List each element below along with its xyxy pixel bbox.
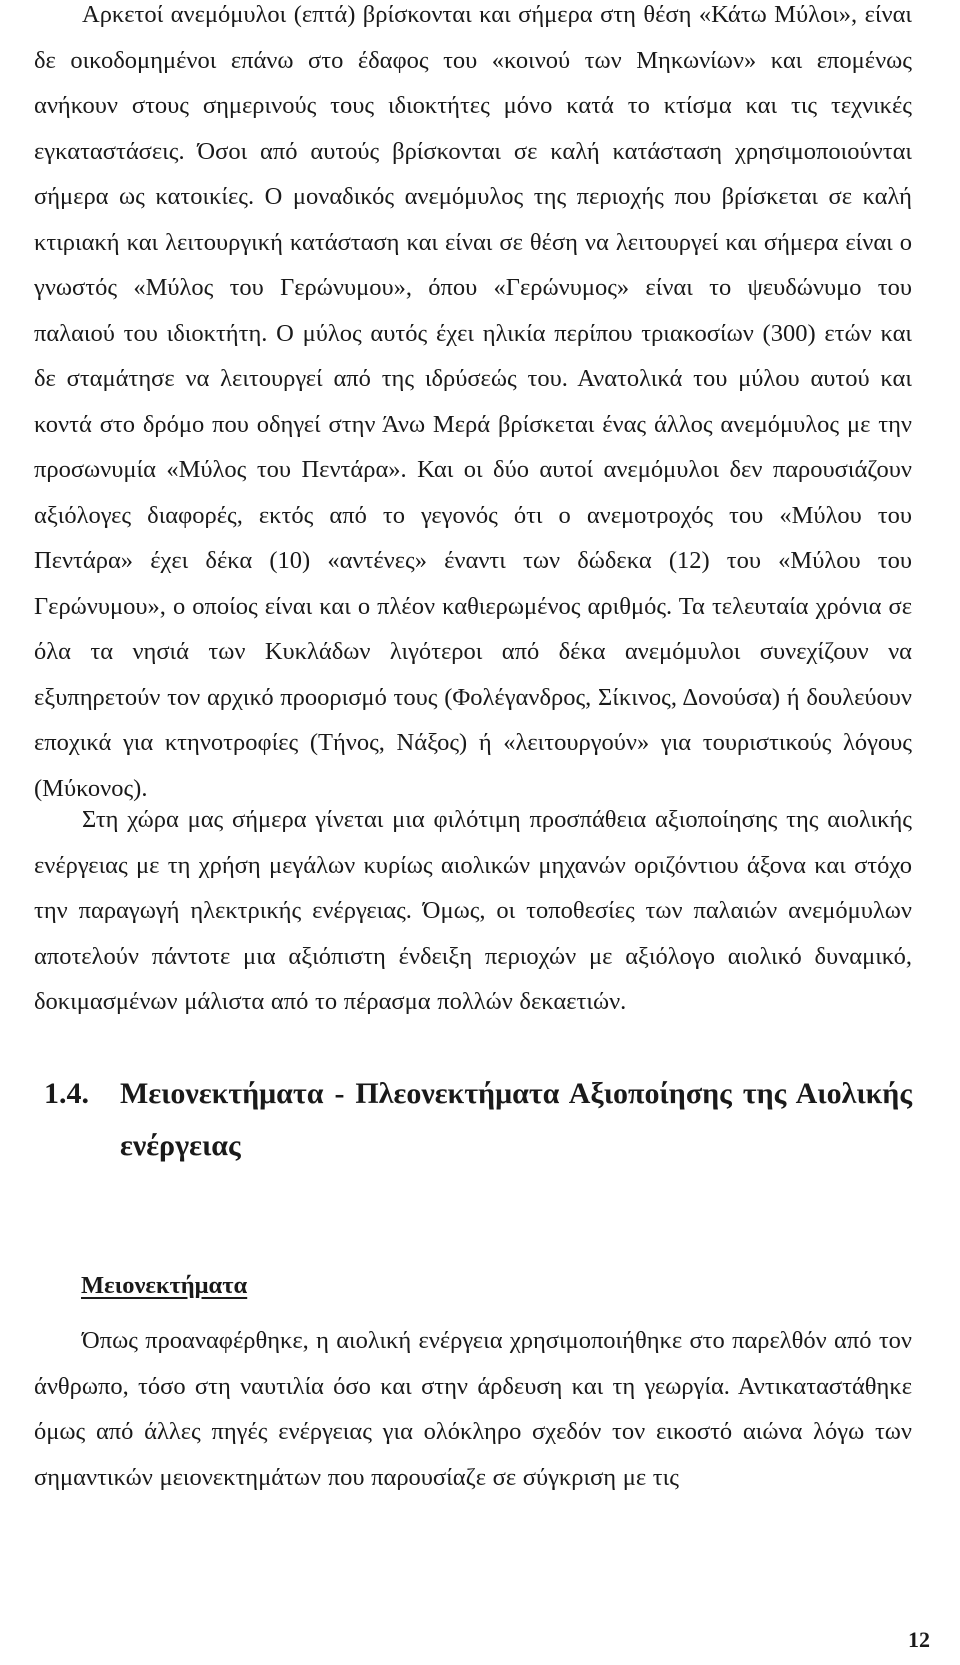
body-paragraph-wind-energy-greece: Στη χώρα μας σήμερα γίνεται μια φιλότιμη προσπάθεια αξιοποίησης της αιολικής ενέργειας με τη χρήση μεγάλων κυρίως αιολικών μηχανών οριζόντιου άξονα και στόχο την παραγωγή ηλεκτρικής ενέργειας. Όμως, οι τοποθεσίες των παλαιών ανεμόμυλων αποτελούν πάντοτε μια αξιόπιστη ένδειξη περιοχών με αξιόλογο αιολικό δυναμικό, δοκιμασμένων μάλιστα από το πέρασμα πολλών δεκαετιών. xyxy=(34,806,912,1015)
body-paragraph-disadvantages: Όπως προαναφέρθηκε, η αιολική ενέργεια χρησιμοποιήθηκε στο παρελθόν από τον άνθρωπο, τόσο στη ναυτιλία όσο και στην άρδευση και τη γεωργία. Αντικαταστάθηκε όμως από άλλες πηγές ενέργειας για ολόκληρο σχεδόν τον εικοστό αιώνα λόγω των σημαντικών μειονεκτημάτων που παρουσίαζε σε σύγκριση με τις xyxy=(34,1327,912,1491)
subsection-heading-disadvantages: Μειονεκτήματα xyxy=(81,1272,248,1299)
section-number: 1.4. xyxy=(44,1077,89,1110)
page-number: 12 xyxy=(908,1627,930,1652)
body-paragraph-windmills-mykonos: Αρκετοί ανεμόμυλοι (επτά) βρίσκονται και σήμερα στη θέση «Κάτω Μύλοι», είναι δε οικοδομημένοι επάνω στο έδαφος του «κοινού των Μηκωνίων» και επομένως ανήκουν στους σημερινούς τους ιδιοκτήτες μόνο κατά το κτίσμα και τις τεχνικές εγκαταστάσεις. Όσοι από αυτούς βρίσκονται σε καλή κατάσταση χρησιμοποιούνται σήμερα ως κατοικίες. Ο μοναδικός ανεμόμυλος της περιοχής που βρίσκεται σε καλή κτιριακή και λειτουργική κατάσταση και είναι σε θέση να λειτουργεί και σήμερα είναι ο γνωστός «Μύλος του Γερώνυμου», όπου «Γερώνυμος» είναι το ψευδώνυμο του παλαιού του ιδιοκτήτη. Ο μύλος αυτός έχει ηλικία περίπου τριακοσίων (300) ετών και δε σταμάτησε να λειτουργεί από της ιδρύσεώς του. Ανατολικά του μύλου αυτού και κοντά στο δρόμο που οδηγεί στην Άνω Μερά βρίσκεται ένας άλλος ανεμόμυλος με την προσωνυμία «Μύλος του Πεντάρα». Και οι δύο αυτοί ανεμόμυλοι δεν παρουσιάζουν αξιόλογες διαφορές, εκτός από το γεγονός ότι ο ανεμοτροχός του «Μύλου του Πεντάρα» έχει δέκα (10) «αντένες» έναντι των δώδεκα (12) του «Μύλου του Γερώνυμου», ο οποίος είναι και ο πλέον καθιερωμένος αριθμός. Τα τελευταία χρόνια σε όλα τα νησιά των Κυκλάδων λιγότεροι από δέκα ανεμόμυλοι συνεχίζουν να εξυπηρετούν τον αρχικό προορισμό τους (Φολέγανδρος, Σίκινος, Δονούσα) ή δουλεύουν εποχικά για κτηνοτροφίες (Τήνος, Νάξος) ή «λειτουργούν» για τουριστικούς λόγους (Μύκονος). xyxy=(34,1,912,802)
section-title: Μειονεκτήματα - Πλεονεκτήματα Αξιοποίησης της Αιολικής ενέργειας xyxy=(120,1077,912,1162)
section-heading xyxy=(44,1068,912,1172)
